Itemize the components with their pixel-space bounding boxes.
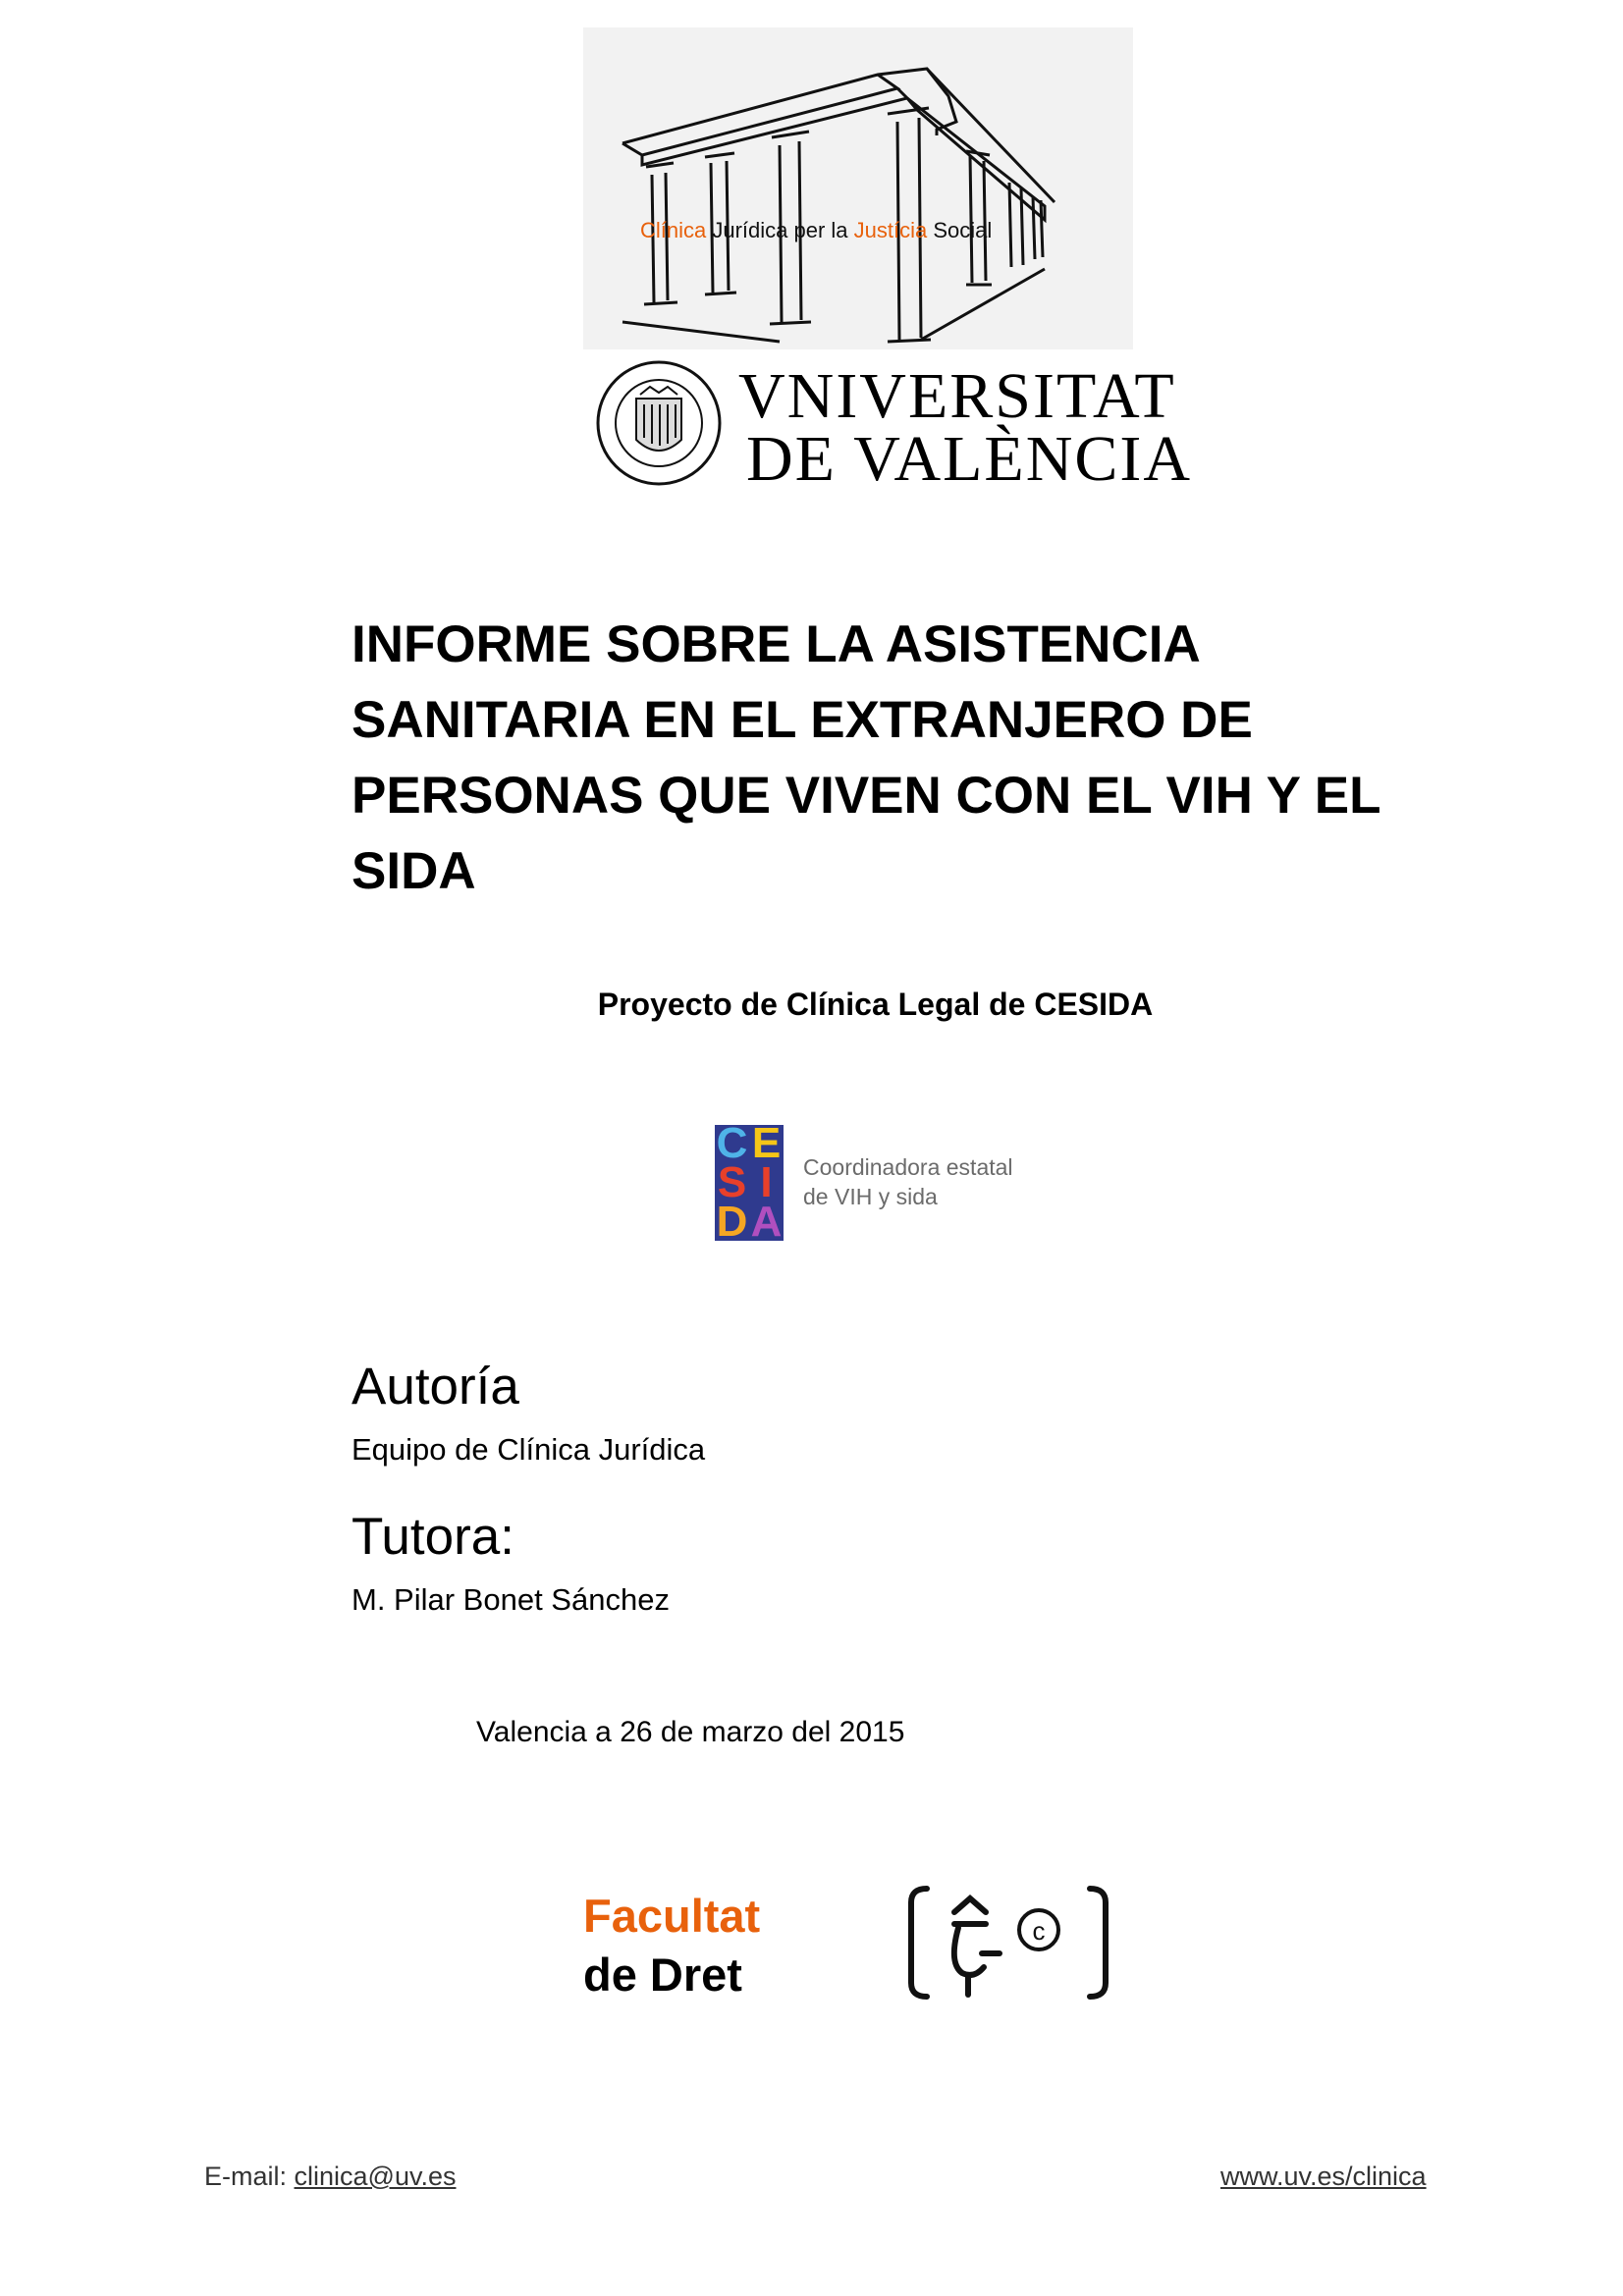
document-subtitle: Proyecto de Clínica Legal de CESIDA xyxy=(597,987,1154,1022)
footer-email-label: E-mail: xyxy=(204,2162,295,2191)
tutora-value: M. Pilar Bonet Sánchez xyxy=(352,1582,670,1617)
clinic-temple-logo xyxy=(583,27,1133,349)
autoria-value: Equipo de Clínica Jurídica xyxy=(352,1432,706,1467)
clinic-logo-part-3: Justícia xyxy=(853,218,928,242)
footer-website xyxy=(1220,2162,1427,2192)
faculty-name-line2: de Dret xyxy=(583,1949,742,2001)
cesida-letter-d: D xyxy=(716,1198,748,1246)
cesida-letter-a: A xyxy=(750,1198,783,1246)
copyright-owl-icon xyxy=(905,1879,1111,2006)
cesida-description-line2: de VIH y sida xyxy=(803,1184,938,1209)
university-name-line2: DE VALÈNCIA xyxy=(746,423,1193,495)
cesida-letter-s: S xyxy=(717,1158,747,1206)
clinic-logo-part-4: Social xyxy=(927,218,993,242)
clinic-logo-part-2: Jurídica per la xyxy=(706,218,854,242)
cesida-description-line1: Coordinadora estatal xyxy=(803,1154,1013,1180)
clinic-logo-text xyxy=(640,218,992,242)
autoria-heading: Autoría xyxy=(352,1358,519,1415)
university-name-line1: VNIVERSITAT xyxy=(738,360,1176,432)
cesida-letter-e: E xyxy=(751,1119,782,1167)
cesida-letter-c: C xyxy=(716,1119,748,1167)
svg-text:c: c xyxy=(1032,1916,1046,1946)
faculty-name-line1: Facultat xyxy=(583,1890,761,1942)
footer-email xyxy=(204,2162,456,2192)
document-title: INFORME SOBRE LA ASISTENCIA SANITARIA EN EL EXTRANJERO DE PERSONAS QUE VIVEN CON EL VIH Y EL SIDA xyxy=(352,615,1380,900)
clinic-logo-part-1: Clínica xyxy=(640,218,707,242)
cesida-letter-i: I xyxy=(760,1158,773,1206)
date-line: Valencia a 26 de marzo del 2015 xyxy=(476,1716,905,1748)
university-seal-icon xyxy=(585,359,732,487)
footer-website-link[interactable]: www.uv.es/clinica xyxy=(1220,2162,1427,2191)
tutora-heading: Tutora: xyxy=(352,1508,514,1566)
cesida-logo xyxy=(715,1119,784,1246)
footer-email-link[interactable]: clinica@uv.es xyxy=(294,2162,457,2191)
